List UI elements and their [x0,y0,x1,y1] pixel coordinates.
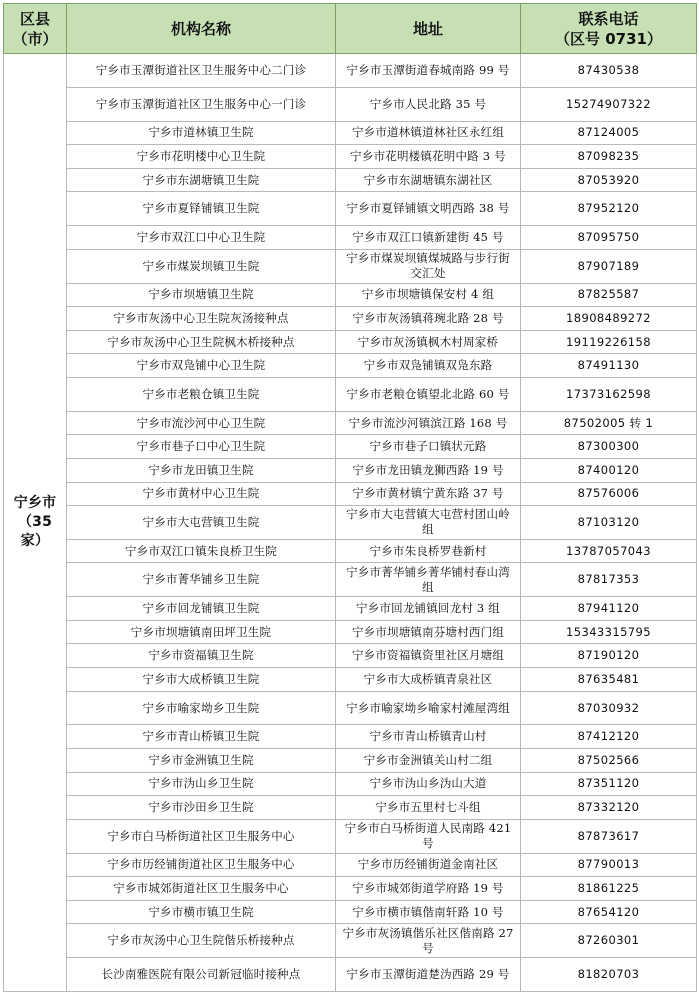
phone-cell: 87635481 [521,668,697,692]
district-count: （35 家） [17,514,53,549]
table-row [4,283,697,307]
district-name: 宁乡市 [13,495,57,511]
address-cell: 宁乡市流沙河镇滨江路 168 号 [336,411,521,435]
phone-cell: 87430538 [521,54,697,88]
phone-cell: 15343315795 [521,620,697,644]
table-row [4,354,697,378]
header-phone-line2: （区号 0731） [555,29,662,48]
institution-name-cell: 宁乡市历经铺街道社区卫生服务中心 [67,853,336,877]
table-row [4,877,697,901]
institution-name-cell: 宁乡市夏铎铺镇卫生院 [67,192,336,226]
address-cell: 宁乡市龙田镇龙狮西路 19 号 [336,458,521,482]
address-cell: 宁乡市五里村七斗组 [336,796,521,820]
phone-cell: 87260301 [521,924,697,958]
address-cell: 宁乡市玉潭街道春城南路 99 号 [336,54,521,88]
phone-cell: 87190120 [521,644,697,668]
table-row [4,330,697,354]
phone-cell: 87825587 [521,283,697,307]
address-cell: 宁乡市灰汤镇偕乐社区偕南路 27 号 [336,924,521,958]
address-cell: 宁乡市老粮仓镇望北北路 60 号 [336,377,521,411]
institution-name-cell: 宁乡市白马桥街道社区卫生服务中心 [67,819,336,853]
table-row [4,249,697,283]
institution-name-cell: 宁乡市回龙铺镇卫生院 [67,597,336,621]
institution-name-cell: 宁乡市玉潭街道社区卫生服务中心一门诊 [67,87,336,121]
address-cell: 宁乡市夏铎铺镇文明西路 38 号 [336,192,521,226]
address-cell: 宁乡市回龙铺镇回龙村 3 组 [336,597,521,621]
institution-name-cell: 宁乡市灰汤中心卫生院偕乐桥接种点 [67,924,336,958]
table-row [4,772,697,796]
institution-name-cell: 宁乡市双江口中心卫生院 [67,226,336,250]
table-row [4,506,697,540]
header-phone [521,4,697,54]
address-cell: 宁乡市黄材镇宁黄东路 37 号 [336,482,521,506]
table-row [4,958,697,992]
phone-cell: 87907189 [521,249,697,283]
table-row [4,668,697,692]
address-cell: 宁乡市道林镇道林社区永红组 [336,121,521,145]
address-cell: 宁乡市白马桥街道人民南路 421 号 [336,819,521,853]
institution-name-cell: 宁乡市金洲镇卫生院 [67,749,336,773]
institution-name-cell: 宁乡市巷子口中心卫生院 [67,435,336,459]
table-row [4,458,697,482]
phone-cell: 18908489272 [521,307,697,331]
table-row [4,900,697,924]
table-row [4,796,697,820]
phone-cell: 87412120 [521,725,697,749]
table-row [4,644,697,668]
phone-cell: 87502005 转 1 [521,411,697,435]
address-cell: 宁乡市灰汤镇蒋琬北路 28 号 [336,307,521,331]
phone-cell: 87351120 [521,772,697,796]
table-row [4,307,697,331]
phone-cell: 87332120 [521,796,697,820]
table-row [4,620,697,644]
table-row [4,749,697,773]
institution-name-cell: 宁乡市东湖塘镇卫生院 [67,168,336,192]
address-cell: 宁乡市坝塘镇保安村 4 组 [336,283,521,307]
institution-name-cell: 宁乡市沩山乡卫生院 [67,772,336,796]
institution-name-cell: 宁乡市沙田乡卫生院 [67,796,336,820]
address-cell: 宁乡市灰汤镇枫木村周家桥 [336,330,521,354]
address-cell: 宁乡市沩山乡沩山大道 [336,772,521,796]
institution-name-cell: 长沙南雅医院有限公司新冠临时接种点 [67,958,336,992]
clinic-table [3,3,697,992]
address-cell: 宁乡市朱良桥罗巷新村 [336,539,521,563]
institution-name-cell: 宁乡市黄材中心卫生院 [67,482,336,506]
phone-cell: 13787057043 [521,539,697,563]
address-cell: 宁乡市双凫铺镇双凫东路 [336,354,521,378]
table-row [4,597,697,621]
address-cell: 宁乡市青山桥镇青山村 [336,725,521,749]
table-row [4,482,697,506]
address-cell: 宁乡市历经铺街道金南社区 [336,853,521,877]
table-body [4,54,697,992]
phone-cell: 19119226158 [521,330,697,354]
table-row [4,819,697,853]
phone-cell: 87300300 [521,435,697,459]
phone-cell: 81820703 [521,958,697,992]
address-cell: 宁乡市东湖塘镇东湖社区 [336,168,521,192]
header-address: 地址 [336,4,521,54]
institution-name-cell: 宁乡市喻家坳乡卫生院 [67,691,336,725]
header-district [4,4,67,54]
institution-name-cell: 宁乡市双江口镇朱良桥卫生院 [67,539,336,563]
phone-cell: 87491130 [521,354,697,378]
address-cell: 宁乡市横市镇偕南轩路 10 号 [336,900,521,924]
table-row [4,411,697,435]
header-row [4,4,697,54]
table-row [4,377,697,411]
institution-name-cell: 宁乡市道林镇卫生院 [67,121,336,145]
institution-name-cell: 宁乡市坝塘镇南田坪卫生院 [67,620,336,644]
phone-cell: 87654120 [521,900,697,924]
address-cell: 宁乡市资福镇资里社区月塘组 [336,644,521,668]
institution-name-cell: 宁乡市坝塘镇卫生院 [67,283,336,307]
phone-cell: 87098235 [521,145,697,169]
phone-cell: 87817353 [521,563,697,597]
address-cell: 宁乡市菁华铺乡菁华铺村春山湾组 [336,563,521,597]
address-cell: 宁乡市玉潭街道楚沩西路 29 号 [336,958,521,992]
phone-cell: 81861225 [521,877,697,901]
phone-cell: 87502566 [521,749,697,773]
phone-cell: 87952120 [521,192,697,226]
table-row [4,563,697,597]
table-row [4,924,697,958]
address-cell: 宁乡市煤炭坝镇煤城路与步行街交汇处 [336,249,521,283]
header-district-line2: （市） [12,29,58,48]
phone-cell: 17373162598 [521,377,697,411]
phone-cell: 87941120 [521,597,697,621]
institution-name-cell: 宁乡市城郊街道社区卫生服务中心 [67,877,336,901]
phone-cell: 87124005 [521,121,697,145]
phone-cell: 87576006 [521,482,697,506]
district-cell [4,54,67,992]
institution-name-cell: 宁乡市老粮仓镇卫生院 [67,377,336,411]
phone-cell: 87053920 [521,168,697,192]
phone-cell: 87790013 [521,853,697,877]
header-district-line1: 区县 [19,9,50,28]
address-cell: 宁乡市花明楼镇花明中路 3 号 [336,145,521,169]
address-cell: 宁乡市金洲镇关山村二组 [336,749,521,773]
phone-cell: 87400120 [521,458,697,482]
institution-name-cell: 宁乡市灰汤中心卫生院枫木桥接种点 [67,330,336,354]
table-row [4,54,697,88]
institution-name-cell: 宁乡市菁华铺乡卫生院 [67,563,336,597]
institution-name-cell: 宁乡市大屯营镇卫生院 [67,506,336,540]
table-header [4,4,697,54]
institution-name-cell: 宁乡市灰汤中心卫生院灰汤接种点 [67,307,336,331]
institution-name-cell: 宁乡市玉潭街道社区卫生服务中心二门诊 [67,54,336,88]
phone-cell: 87103120 [521,506,697,540]
phone-cell: 87873617 [521,819,697,853]
institution-name-cell: 宁乡市大成桥镇卫生院 [67,668,336,692]
table-row [4,691,697,725]
phone-cell: 87095750 [521,226,697,250]
address-cell: 宁乡市喻家坳乡喻家村滩屋湾组 [336,691,521,725]
table-row [4,539,697,563]
institution-name-cell: 宁乡市龙田镇卫生院 [67,458,336,482]
address-cell: 宁乡市人民北路 35 号 [336,87,521,121]
address-cell: 宁乡市巷子口镇状元路 [336,435,521,459]
table-row [4,121,697,145]
phone-cell: 87030932 [521,691,697,725]
address-cell: 宁乡市城郊街道学府路 19 号 [336,877,521,901]
institution-name-cell: 宁乡市青山桥镇卫生院 [67,725,336,749]
institution-name-cell: 宁乡市资福镇卫生院 [67,644,336,668]
table-row [4,226,697,250]
table-row [4,145,697,169]
address-cell: 宁乡市双江口镇新建街 45 号 [336,226,521,250]
table-row [4,168,697,192]
phone-cell: 15274907322 [521,87,697,121]
header-phone-line1: 联系电话 [578,9,639,28]
institution-name-cell: 宁乡市花明楼中心卫生院 [67,145,336,169]
institution-name-cell: 宁乡市煤炭坝镇卫生院 [67,249,336,283]
address-cell: 宁乡市大成桥镇青泉社区 [336,668,521,692]
table-row [4,87,697,121]
institution-name-cell: 宁乡市双凫铺中心卫生院 [67,354,336,378]
header-name: 机构名称 [67,4,336,54]
address-cell: 宁乡市大屯营镇大屯营村团山岭组 [336,506,521,540]
institution-name-cell: 宁乡市流沙河中心卫生院 [67,411,336,435]
table-row [4,853,697,877]
address-cell: 宁乡市坝塘镇南芬塘村西门组 [336,620,521,644]
table-row [4,192,697,226]
institution-name-cell: 宁乡市横市镇卫生院 [67,900,336,924]
table-row [4,725,697,749]
table-row [4,435,697,459]
